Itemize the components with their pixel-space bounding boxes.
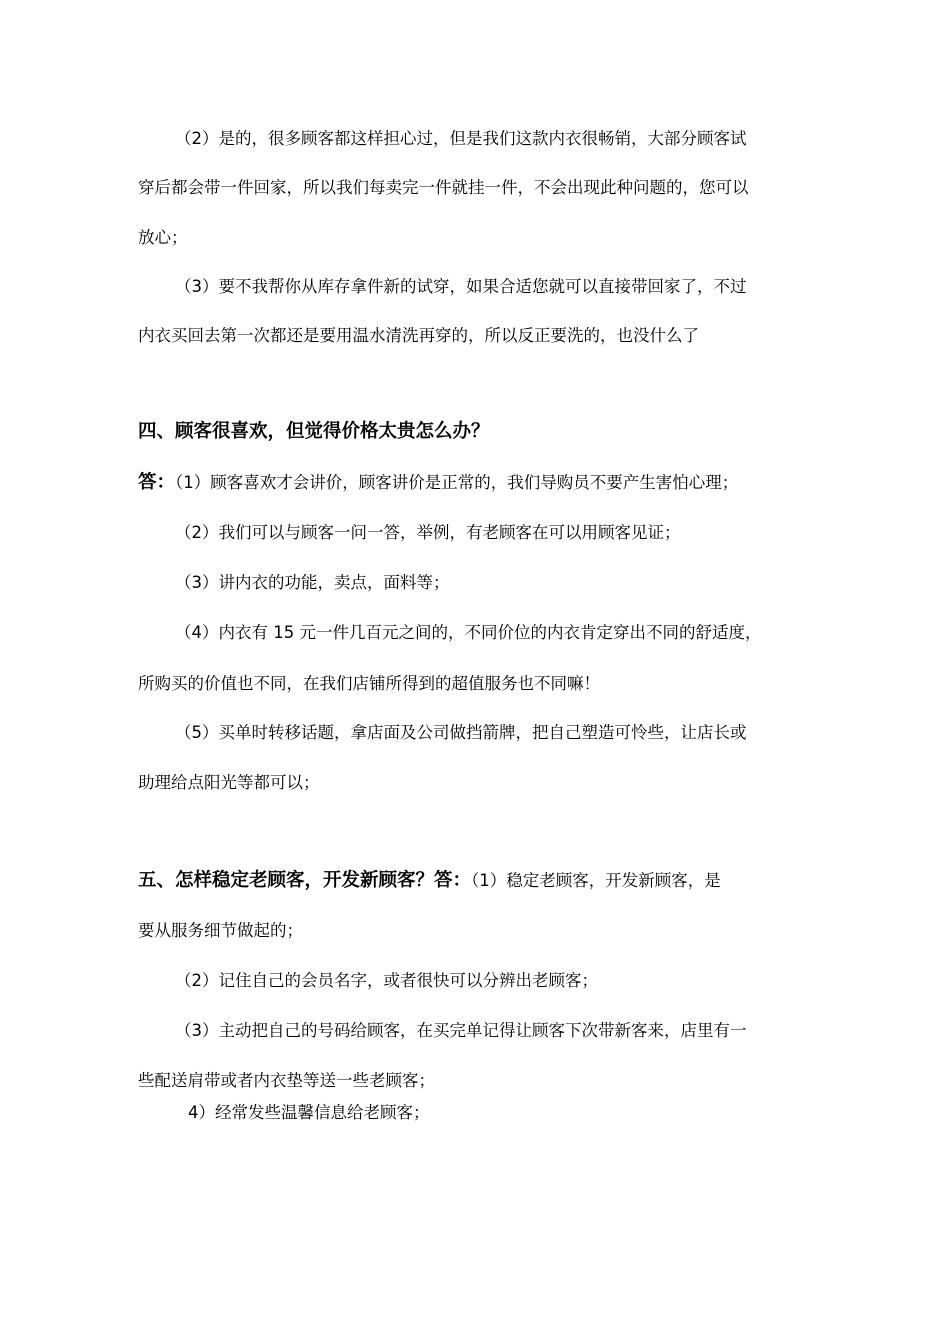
section-heading-line [138,870,721,892]
answer-text: （1）稳定老顾客，开发新顾客，是 [471,871,721,890]
paragraph-line: （2）记住自己的会员名字，或者很快可以分辨出老顾客； [175,971,598,990]
paragraph-line: （5）买单时转移话题，拿店面及公司做挡箭牌，把自己塑造可怜些，让店长或 [175,723,747,742]
paragraph-line: 要从服务细节做起的； [138,921,303,940]
paragraph-line: （3）要不我帮你从库存拿件新的试穿，如果合适您就可以直接带回家了，不过 [175,277,747,296]
paragraph-line: （4）内衣有 15 元一件几百元之间的，不同价位的内衣肯定穿出不同的舒适度， [175,623,762,642]
answer-label: 答： [138,472,176,493]
paragraph-line: 所购买的价值也不同，在我们店铺所得到的超值服务也不同嘛！ [138,674,600,693]
section-heading: 四、顾客很喜欢，但觉得价格太贵怎么办？ [138,421,490,442]
paragraph-line: 内衣买回去第一次都还是要用温水清洗再穿的，所以反正要洗的，也没什么了 [138,326,699,345]
answer-line [138,472,738,494]
paragraph-line: （3）主动把自己的号码给顾客，在买完单记得让顾客下次带新客来，店里有一 [175,1021,747,1040]
paragraph-line: 4）经常发些温馨信息给老顾客； [188,1103,430,1122]
paragraph-line: （3）讲内衣的功能，卖点，面料等； [175,573,450,592]
paragraph-line: （2）我们可以与顾客一问一答，举例，有老顾客在可以用顾客见证； [175,523,681,542]
section-heading: 五、怎样稳定老顾客，开发新顾客？答： [138,870,472,891]
paragraph-line: 些配送肩带或者内衣垫等送一些老顾客； [138,1071,435,1090]
paragraph-line: 穿后都会带一件回家，所以我们每卖完一件就挂一件，不会出现此种问题的，您可以 [138,178,749,197]
paragraph-line: 放心； [138,228,188,247]
paragraph-line: （2）是的，很多顾客都这样担心过，但是我们这款内衣很畅销，大部分顾客试 [175,129,747,148]
paragraph-line: 助理给点阳光等都可以； [138,773,320,792]
answer-text: （1）顾客喜欢才会讲价，顾客讲价是正常的，我们导购员不要产生害怕心理； [175,473,739,492]
